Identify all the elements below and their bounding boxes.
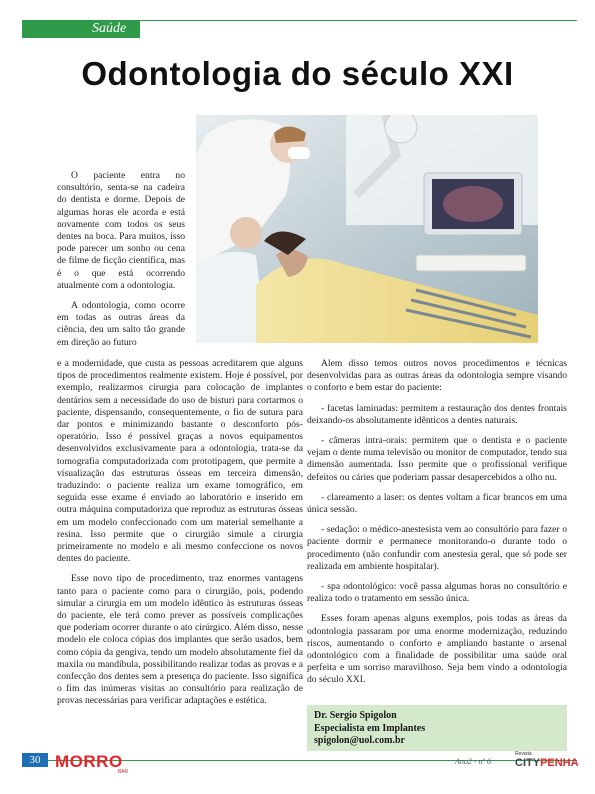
citypenha-logo-b: PENHA [540,757,579,769]
dentist-photo [196,115,538,343]
author-name: Dr. Sergio Spigolon [314,710,397,721]
revista-label: Revista [515,751,532,757]
dentist-photo-illustration [196,115,538,343]
list-item: - câmeras intra-orais: permitem que o dentista e o paciente vejam o dente numa televisão ou monitor de computador, tendo sua dimensão aumentada. Isso permite que o profissional verifique defeitos ou cáries que poderiam passar desapercebidos a olho nu. [307,435,567,483]
article-column-a [57,170,185,357]
list-item: - facetas laminadas: permitem a restauração dos dentes frontais deixando-os absolutamente idênticos a dentes naturais. [307,402,567,426]
morro-logo-sub: BAR [118,769,129,775]
paragraph: Esse novo tipo de procedimento, traz enormes vantagens tanto para o paciente como para o cirurgião, pois, podendo simular a cirurgia em um modelo idêntico às estruturas ósseas do paciente, ele terá como prever as possíveis complicações que poderiam ocorrer durante o ato cirúrgico. Além disso, nesse modelo ele coloca cópias dos implantes que serão usados, bem como cópia da gengiva, tendo um modelo absolutamente fiel da maxila ou mandíbula, possibilitando realizar todas as provas e a confecção dos dentes sem a presença do paciente. Isso significa o fim das inúmeras visitas ao consultório para realização de provas necessárias para verificar adaptações e estética. [57,573,303,707]
citypenha-logo-a: CITY [515,757,541,769]
monitor-shape [424,173,522,235]
author-signature-box [307,705,567,751]
list-item: - clareamento a laser: os dentes voltam a ficar brancos em uma única sessão. [307,491,567,516]
author-role: Especialista em Implantes [314,722,426,734]
article-column-c [307,358,567,695]
morro-logo: MORRO [55,752,123,771]
page-number: 30 [22,753,48,767]
list-item: - spa odontológico: você passa algumas horas no consultório e realiza todo o tratamento em sessão única. [307,581,567,605]
paragraph: Esses foram apenas alguns exemplos, pois todas as áreas da odontologia passaram por uma enorme modernização, reduzindo riscos, aumentando o conforto e ampliando bastante o arsenal odontológico com a finalidade de possibilitar uma saúde oral perfeita e um sorriso maravilhoso. Seja bem vindo a odontologia do século XXI. [307,613,567,686]
article-title: Odontologia do século XXI [81,55,514,92]
section-tab [22,20,140,38]
citypenha-logo [515,757,579,769]
paragraph: A odontologia, como ocorre em todas as outras áreas da ciência, deu um salto tão grande em direção ao futuro [57,300,185,348]
paragraph: e a modernidade, que custa as pessoas acreditarem que alguns tipos de procedimentos realmente existem. Hoje é possível, por exemplo, realizarmos cirurgia para colocação de implantes dentários sem a necessidade do uso de bisturi para cortarmos o paciente, dispensando, consequentemente, o fio de sutura para dar pontos e minimizando bastante o desconforto pós-operatório. Isso é possível graças a novos equipamentos desenvolvidos exclusivamente para a odontologia, trata-se da tomografia computadorizada com prototipagem, que permite a visualização das estruturas ósseas em terceira dimensão, traduzindo: o paciente realiza um exame tomográfico, em seguida esse exame é enviado ao laboratório e inserido em outra máquina computadoriza que reproduz as estruturas ósseas em um modelo confeccionado com um material semelhante a resina. Isso permite que o cirurgião simule a cirurgia primeiramente no modelo e ali mesmo confeccione os novos dentes do paciente. [57,358,303,565]
list-item: - sedação: o médico-anestesista vem ao consultório para fazer o paciente dormir e permanece monitorando-o durante todo o procedimento (não confundir com anestesia geral, que só pode ser realizada em ambiente hospitalar). [307,524,567,572]
paragraph: Alem disso temos outros novos procedimentos e técnicas desenvolvidas para as outras áreas da odontologia sempre visando o conforto e bem estar do paciente: [307,358,567,394]
section-divider [140,20,577,21]
edition-label: Ano2 - nº 6 [455,757,492,766]
author-email: spigolon@uol.com.br [314,735,405,746]
paragraph: O paciente entra no consultório, senta-se na cadeira do dentista e dorme. Depois de algumas horas ele acorda e está novamente com todos os seus dentes na boca. Para muitos, isso pode parecer um sonho ou cena de filme de ficção científica, mas é o que está ocorrendo atualmente com a odontologia. [57,170,185,291]
article-column-b [57,358,303,716]
section-label: Saúde [92,21,127,36]
